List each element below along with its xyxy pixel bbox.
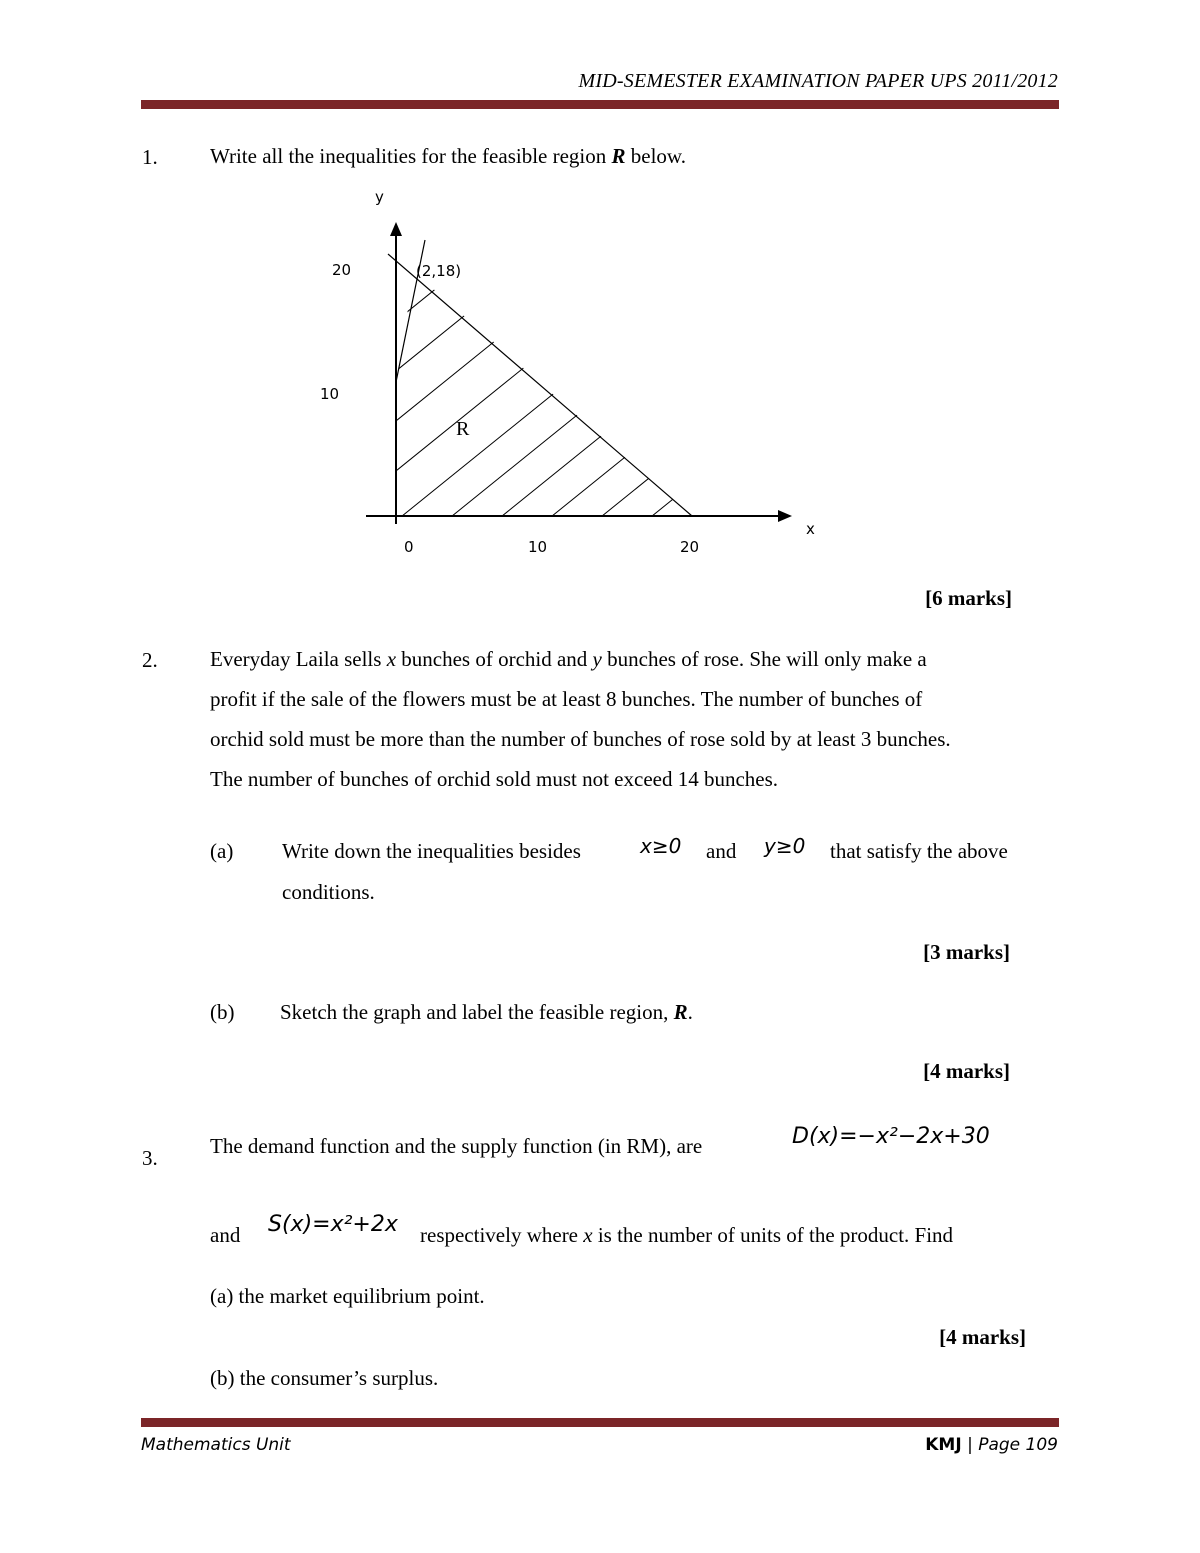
q2b-label: (b) bbox=[210, 1000, 235, 1024]
q2-line2: profit if the sale of the flowers must be at least 8 bunches. The number of bunches of bbox=[210, 687, 923, 711]
header-rule bbox=[141, 100, 1059, 109]
y-axis-arrow bbox=[390, 222, 402, 236]
q1-text-before: Write all the inequalities for the feasible region bbox=[210, 144, 612, 168]
q2a-text2: that satisfy the above bbox=[830, 839, 1008, 863]
hatch-line bbox=[660, 340, 840, 550]
q3a-marks: [4 marks] bbox=[939, 1325, 1026, 1349]
q2a-and: and bbox=[706, 839, 737, 863]
x-tick-20: 20 bbox=[680, 538, 700, 556]
q2-line4: The number of bunches of orchid sold must not exceed 14 bunches. bbox=[210, 767, 779, 791]
q1-region: R bbox=[611, 144, 626, 168]
q3-demand: D(x)=−x²−2x+30 bbox=[792, 1124, 990, 1149]
hatch-line bbox=[360, 290, 620, 500]
hatch-line bbox=[410, 340, 670, 550]
footer-rule bbox=[141, 1418, 1059, 1427]
q1-graph bbox=[300, 180, 840, 570]
q3-and: and bbox=[210, 1223, 241, 1247]
x-tick-0: 0 bbox=[404, 538, 414, 556]
q3b-text: (b) the consumer’s surplus. bbox=[210, 1366, 439, 1390]
hatch-line bbox=[610, 340, 840, 550]
q3-var-x: x bbox=[583, 1223, 593, 1247]
q1-marks: [6 marks] bbox=[925, 586, 1012, 610]
hatch-line bbox=[360, 180, 620, 350]
hatch-line bbox=[360, 180, 620, 250]
q2a-marks: [3 marks] bbox=[923, 940, 1010, 964]
hatch-line bbox=[460, 340, 720, 550]
q2a-text3: conditions. bbox=[282, 880, 375, 904]
footer-page: Page 109 bbox=[978, 1435, 1058, 1455]
hatch-line bbox=[360, 180, 620, 300]
q2-text bbox=[210, 639, 1060, 799]
q3-text2: respectively where x is the number of units of the product. Find bbox=[420, 1223, 954, 1247]
q2a-label: (a) bbox=[210, 839, 234, 863]
q3a-text: (a) the market equilibrium point. bbox=[210, 1284, 485, 1308]
x-axis-label: x bbox=[806, 520, 815, 538]
footer-page-info bbox=[800, 1435, 1058, 1455]
footer-code: KMJ bbox=[925, 1435, 962, 1455]
hatch-line bbox=[360, 340, 620, 550]
q2a-text1: Write down the inequalities besides bbox=[282, 839, 581, 863]
q2-var-y: y bbox=[592, 647, 602, 671]
hatch-line bbox=[510, 340, 770, 550]
q2-var-x: x bbox=[386, 647, 397, 671]
q3-supply: S(x)=x²+2x bbox=[268, 1212, 398, 1237]
footer-separator: | bbox=[961, 1435, 979, 1455]
line-x-plus-y-20 bbox=[388, 254, 692, 516]
y-tick-10: 10 bbox=[320, 385, 340, 403]
header-title: MID-SEMESTER EXAMINATION PAPER UPS 2011/2012 bbox=[578, 70, 1058, 92]
q2b-region: R bbox=[673, 1000, 688, 1024]
q2b-text: Sketch the graph and label the feasible region, R. bbox=[280, 1000, 693, 1024]
q2a-ineq2: y≥0 bbox=[764, 834, 806, 858]
q1-text bbox=[210, 136, 686, 176]
q2a-ineq1: x≥0 bbox=[640, 834, 682, 858]
q3-text1: The demand function and the supply function (in RM), are bbox=[210, 1134, 703, 1158]
y-tick-20: 20 bbox=[332, 261, 352, 279]
q1-text-after: below. bbox=[625, 144, 686, 168]
region-label: R bbox=[456, 418, 470, 440]
x-axis-arrow bbox=[778, 510, 792, 522]
q1-number: 1. bbox=[142, 145, 158, 169]
point-label: (2,18) bbox=[416, 262, 462, 280]
x-tick-10: 10 bbox=[528, 538, 548, 556]
footer-unit: Mathematics Unit bbox=[141, 1435, 291, 1455]
q3-number: 3. bbox=[142, 1146, 158, 1170]
region-hatching bbox=[360, 180, 840, 550]
y-axis-label: y bbox=[375, 188, 384, 206]
q2-number: 2. bbox=[142, 648, 158, 672]
q2-line3: orchid sold must be more than the number of bunches of rose sold by at least 3 bunches. bbox=[210, 727, 951, 751]
hatch-line bbox=[360, 240, 620, 450]
q2-line1: Everyday Laila sells x bunches of orchid and y bunches of rose. She will only make a bbox=[210, 647, 927, 671]
q2b-marks: [4 marks] bbox=[923, 1059, 1010, 1083]
